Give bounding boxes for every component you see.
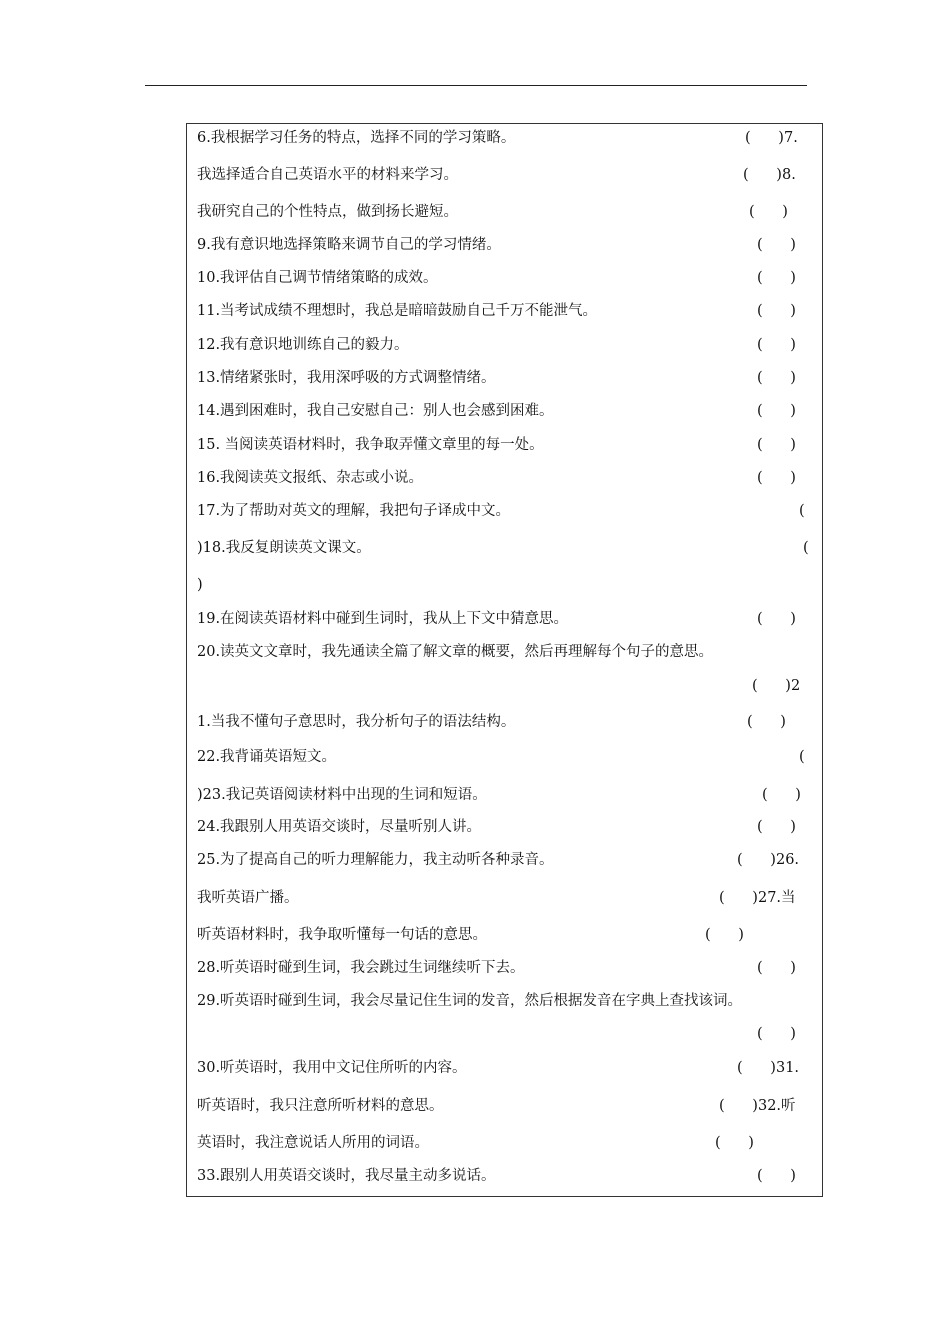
answer-bracket: ( )	[757, 437, 796, 453]
question-text: 10.我评估自己调节情绪策略的成效。	[197, 270, 438, 286]
question-text: 听英语材料时，我争取听懂每一句话的意思。	[197, 927, 487, 943]
question-text: 我研究自己的个性特点，做到扬长避短。	[197, 204, 458, 220]
answer-bracket: ( )	[762, 787, 801, 803]
answer-bracket: ( )	[705, 927, 744, 943]
answer-bracket: ( )	[757, 611, 796, 627]
answer-bracket: ( )	[757, 470, 796, 486]
answer-bracket: ( )	[749, 204, 788, 220]
answer-bracket: (	[799, 503, 805, 519]
question-text: 1.当我不懂句子意思时，我分析句子的语法结构。	[197, 714, 516, 730]
header-rule	[145, 85, 807, 86]
question-text: )18.我反复朗读英文课文。	[197, 540, 371, 556]
question-text: 20.读英文文章时，我先通读全篇了解文章的概要，然后再理解每个句子的意思。	[197, 644, 714, 660]
question-text: 我听英语广播。	[197, 890, 299, 906]
question-text: 14.遇到困难时，我自己安慰自己：别人也会感到困难。	[197, 403, 554, 419]
question-text: 17.为了帮助对英文的理解，我把句子译成中文。	[197, 503, 511, 519]
answer-bracket: ( )	[715, 1135, 754, 1151]
answer-bracket: ( )	[757, 303, 796, 319]
question-text: 28.听英语时碰到生词，我会跳过生词继续听下去。	[197, 960, 525, 976]
answer-bracket: ( )	[757, 819, 796, 835]
answer-bracket: ( )	[757, 337, 796, 353]
question-text: 33.跟别人用英语交谈时，我尽量主动多说话。	[197, 1168, 496, 1184]
answer-bracket: ( )26.	[737, 852, 800, 868]
question-text: )	[197, 577, 203, 593]
answer-bracket: ( )	[747, 714, 786, 730]
question-text: 19.在阅读英语材料中碰到生词时，我从上下文中猜意思。	[197, 611, 569, 627]
answer-bracket: ( )2	[752, 678, 801, 694]
answer-bracket: ( )27.当	[719, 890, 796, 906]
question-text: 12.我有意识地训练自己的毅力。	[197, 337, 409, 353]
question-text: 我选择适合自己英语水平的材料来学习。	[197, 167, 458, 183]
answer-bracket: ( )31.	[737, 1060, 800, 1076]
answer-bracket: ( )	[757, 270, 796, 286]
answer-bracket: ( )	[757, 1026, 796, 1042]
question-text: 听英语时，我只注意所听材料的意思。	[197, 1098, 444, 1114]
question-text: 英语时，我注意说话人所用的词语。	[197, 1135, 429, 1151]
answer-bracket: ( )8.	[743, 167, 796, 183]
answer-bracket: (	[799, 749, 805, 765]
question-text: 25.为了提高自己的听力理解能力，我主动听各种录音。	[197, 852, 554, 868]
question-text: )23.我记英语阅读材料中出现的生词和短语。	[197, 787, 487, 803]
answer-bracket: ( )32.听	[719, 1098, 796, 1114]
answer-bracket: (	[803, 540, 809, 556]
question-text: 22.我背诵英语短文。	[197, 749, 337, 765]
question-text: 30.听英语时，我用中文记住所听的内容。	[197, 1060, 467, 1076]
question-text: 29.听英语时碰到生词，我会尽量记住生词的发音，然后根据发音在字典上查找该词。	[197, 993, 743, 1009]
answer-bracket: ( )	[757, 403, 796, 419]
answer-bracket: ( )7.	[745, 130, 798, 146]
question-text: 16.我阅读英文报纸、杂志或小说。	[197, 470, 424, 486]
question-text: 9.我有意识地选择策略来调节自己的学习情绪。	[197, 237, 501, 253]
question-text: 6.我根据学习任务的特点，选择不同的学习策略。	[197, 130, 516, 146]
answer-bracket: ( )	[757, 960, 796, 976]
question-text: 13.情绪紧张时，我用深呼吸的方式调整情绪。	[197, 370, 496, 386]
answer-bracket: ( )	[757, 1168, 796, 1184]
answer-bracket: ( )	[757, 237, 796, 253]
question-text: 15. 当阅读英语材料时，我争取弄懂文章里的每一处。	[197, 437, 544, 453]
question-text: 24.我跟别人用英语交谈时，尽量听别人讲。	[197, 819, 482, 835]
answer-bracket: ( )	[757, 370, 796, 386]
question-text: 11.当考试成绩不理想时，我总是暗暗鼓励自己千万不能泄气。	[197, 303, 598, 319]
